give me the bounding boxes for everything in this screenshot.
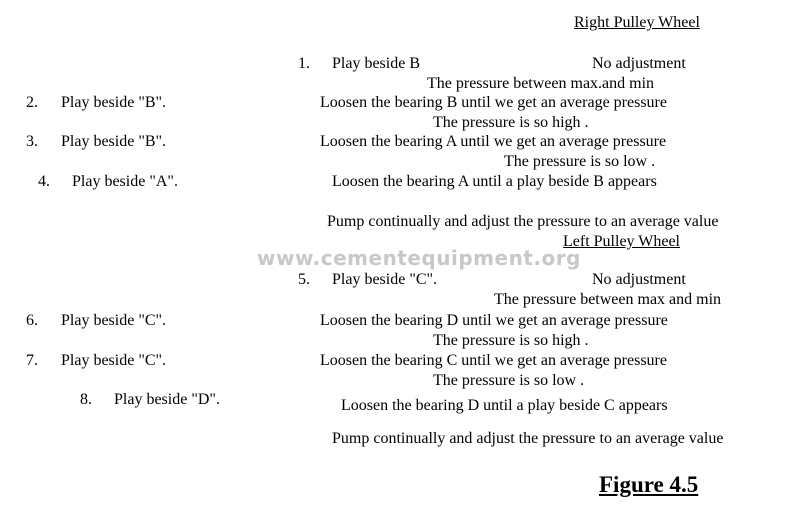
step-note: The pressure is so high . [433,114,589,131]
step-number: 2. [26,94,38,111]
step-note: The pressure between max and min [494,291,722,308]
step-note: The pressure between max.and min [427,75,655,92]
step-number: 3. [26,133,38,150]
step-label: Play beside "A". [72,173,178,190]
step-number: 6. [26,312,38,329]
step-label: Play beside "D". [114,391,220,408]
step-action: No adjustment [592,271,686,288]
step-action: No adjustment [592,55,686,72]
step-label: Play beside "C". [61,312,167,329]
step-note: The pressure is so low . [433,372,585,389]
pump-note: Pump continually and adjust the pressure to an average value [327,213,719,230]
watermark: www.cementequipment.org [257,246,581,270]
step-number: 1. [298,55,310,72]
step-action: Loosen the bearing A until we get an average pressure [320,133,667,150]
step-action: Loosen the bearing D until we get an average pressure [320,312,668,329]
step-number: 5. [298,271,310,288]
step-action: Loosen the bearing D until a play beside C appears [341,397,668,414]
figure-caption: Figure 4.5 [599,472,699,497]
step-label: Play beside "B". [61,133,167,150]
step-number: 4. [38,173,50,190]
pump-note: Pump continually and adjust the pressure to an average value [332,430,724,447]
step-label: Play beside "B". [61,94,167,111]
step-label: Play beside "C". [61,352,167,369]
step-action: Loosen the bearing C until we get an average pressure [320,352,667,369]
left-pulley-heading: Left Pulley Wheel [563,233,680,250]
step-number: 8. [80,391,92,408]
step-action: Loosen the bearing B until we get an average pressure [320,94,667,111]
step-label: Play beside B [332,55,420,72]
step-note: The pressure is so low . [504,153,656,170]
step-action: Loosen the bearing A until a play beside B appears [332,173,657,190]
right-pulley-heading: Right Pulley Wheel [574,14,700,31]
step-note: The pressure is so high . [433,332,589,349]
step-number: 7. [26,352,38,369]
step-label: Play beside "C". [332,271,438,288]
